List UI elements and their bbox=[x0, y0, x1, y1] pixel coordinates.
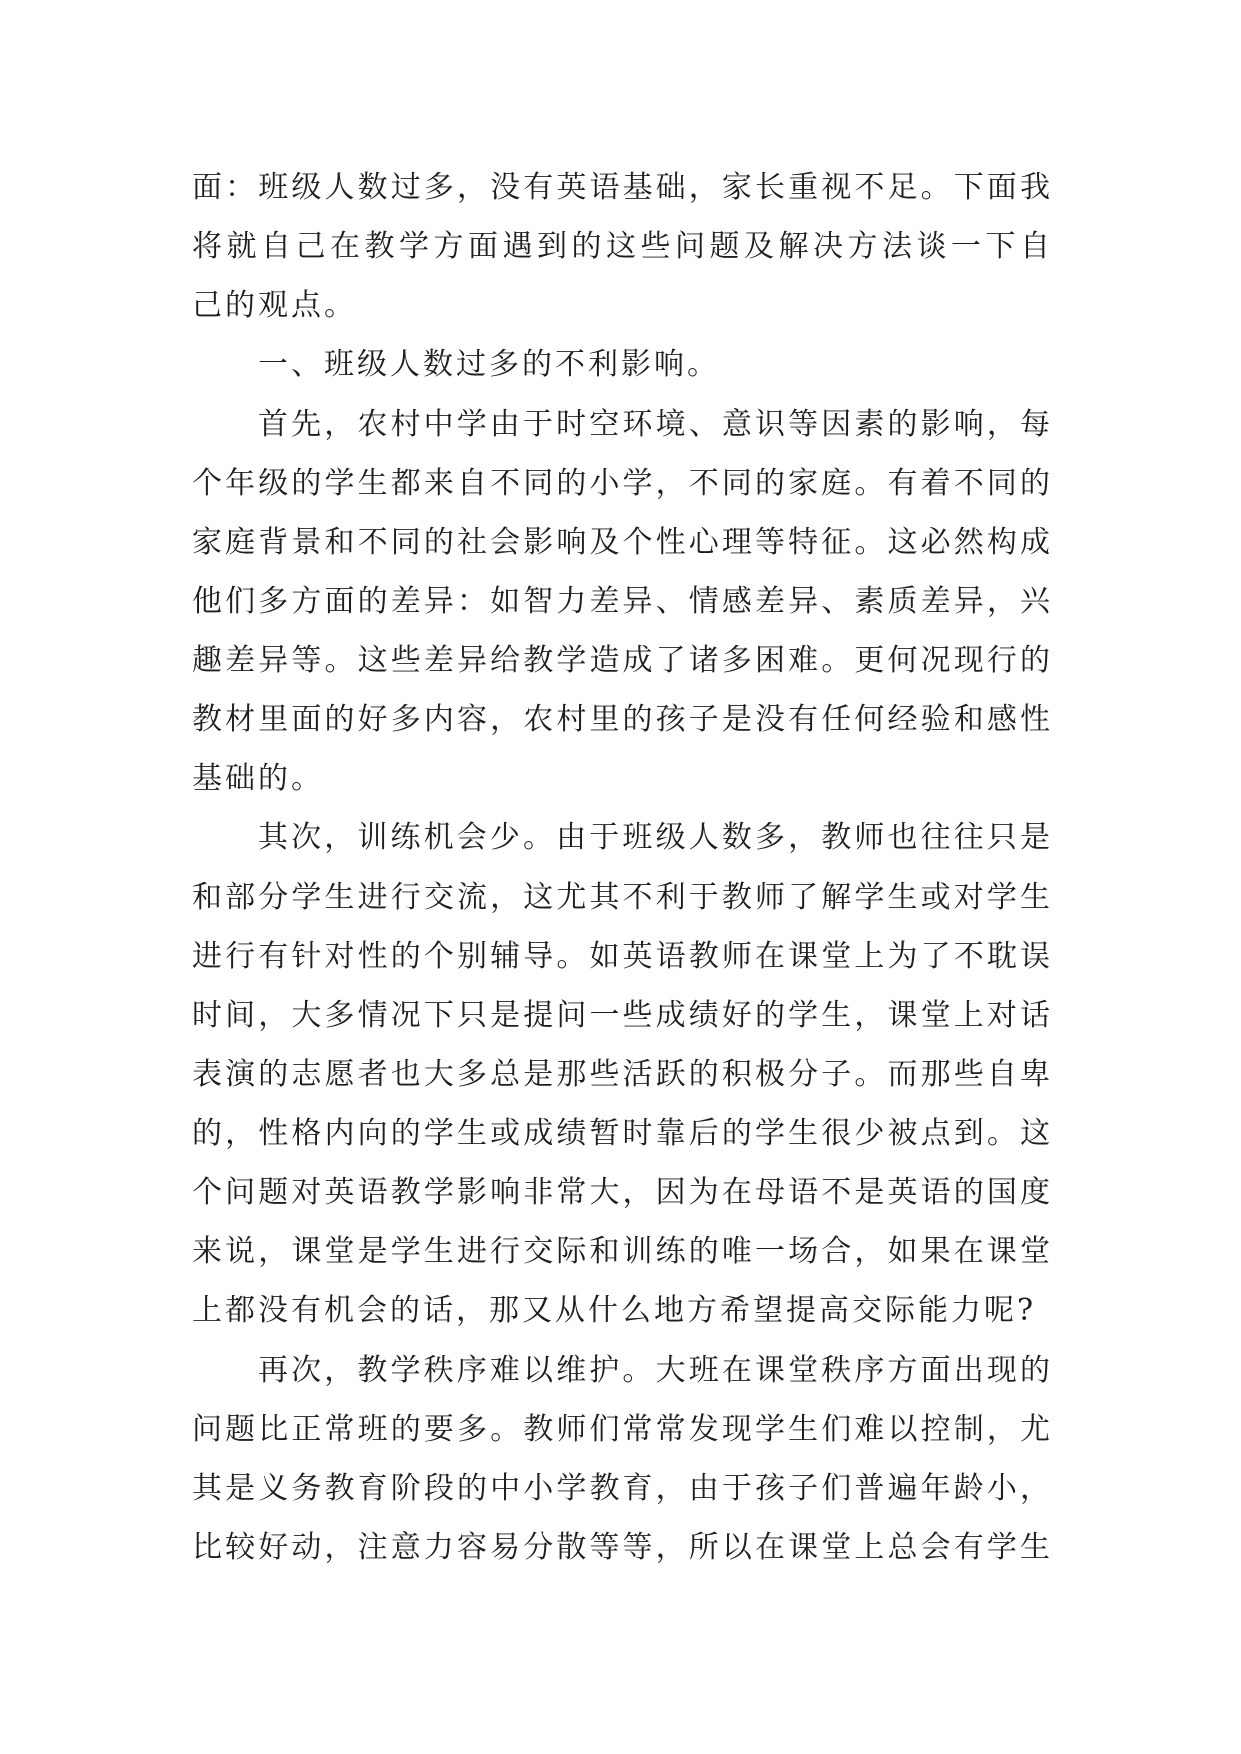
paragraph-third bbox=[192, 1341, 1050, 1578]
text-line: 时间，大多情况下只是提问一些成绩好的学生，课堂上对话 bbox=[192, 997, 1050, 1033]
paragraph-continuation bbox=[192, 158, 1050, 335]
text-line: 问题比正常班的要多。教师们常常发现学生们难以控制，尤 bbox=[192, 1411, 1050, 1447]
text-line: 的，性格内向的学生或成绩暂时靠后的学生很少被点到。这 bbox=[192, 1116, 1050, 1151]
text-line: 再次，教学秩序难以维护。大班在课堂秩序方面出现的 bbox=[258, 1352, 1050, 1388]
text-line: 其次，训练机会少。由于班级人数多，教师也往往只是 bbox=[258, 820, 1050, 856]
text-line: 他们多方面的差异：如智力差异、情感差异、素质差异，兴 bbox=[192, 583, 1050, 619]
text-line: 将就自己在教学方面遇到的这些问题及解决方法谈一下自 bbox=[192, 229, 1050, 265]
section-heading-text: 一、班级人数过多的不利影响。 bbox=[258, 347, 720, 383]
text-line: 表演的志愿者也大多总是那些活跃的积极分子。而那些自卑 bbox=[192, 1056, 1050, 1092]
text-line: 己的观点。 bbox=[192, 288, 357, 324]
text-line: 基础的。 bbox=[192, 761, 324, 797]
text-line: 个问题对英语教学影响非常大，因为在母语不是英语的国度 bbox=[192, 1175, 1050, 1211]
paragraph-second bbox=[192, 808, 1050, 1340]
text-line: 上都没有机会的话，那又从什么地方希望提高交际能力呢? bbox=[192, 1293, 1037, 1329]
text-line: 其是义务教育阶段的中小学教育，由于孩子们普遍年龄小， bbox=[192, 1470, 1050, 1506]
text-line: 家庭背景和不同的社会影响及个性心理等特征。这必然构成 bbox=[192, 524, 1050, 560]
section-heading bbox=[192, 335, 1050, 394]
text-line: 和部分学生进行交流，这尤其不利于教师了解学生或对学生 bbox=[192, 879, 1050, 915]
text-line: 比较好动，注意力容易分散等等，所以在课堂上总会有学生 bbox=[192, 1529, 1050, 1565]
text-line: 进行有针对性的个别辅导。如英语教师在课堂上为了不耽误 bbox=[192, 938, 1050, 974]
text-line: 面：班级人数过多，没有英语基础，家长重视不足。下面我 bbox=[192, 170, 1050, 205]
text-line: 教材里面的好多内容，农村里的孩子是没有任何经验和感性 bbox=[192, 702, 1050, 738]
text-line: 首先，农村中学由于时空环境、意识等因素的影响，每 bbox=[258, 406, 1050, 442]
paragraph-first bbox=[192, 395, 1050, 809]
text-line: 来说，课堂是学生进行交际和训练的唯一场合，如果在课堂 bbox=[192, 1234, 1050, 1270]
text-line: 个年级的学生都来自不同的小学，不同的家庭。有着不同的 bbox=[192, 465, 1050, 501]
text-line: 趣差异等。这些差异给教学造成了诸多困难。更何况现行的 bbox=[192, 643, 1050, 678]
document-body bbox=[192, 158, 1050, 1577]
